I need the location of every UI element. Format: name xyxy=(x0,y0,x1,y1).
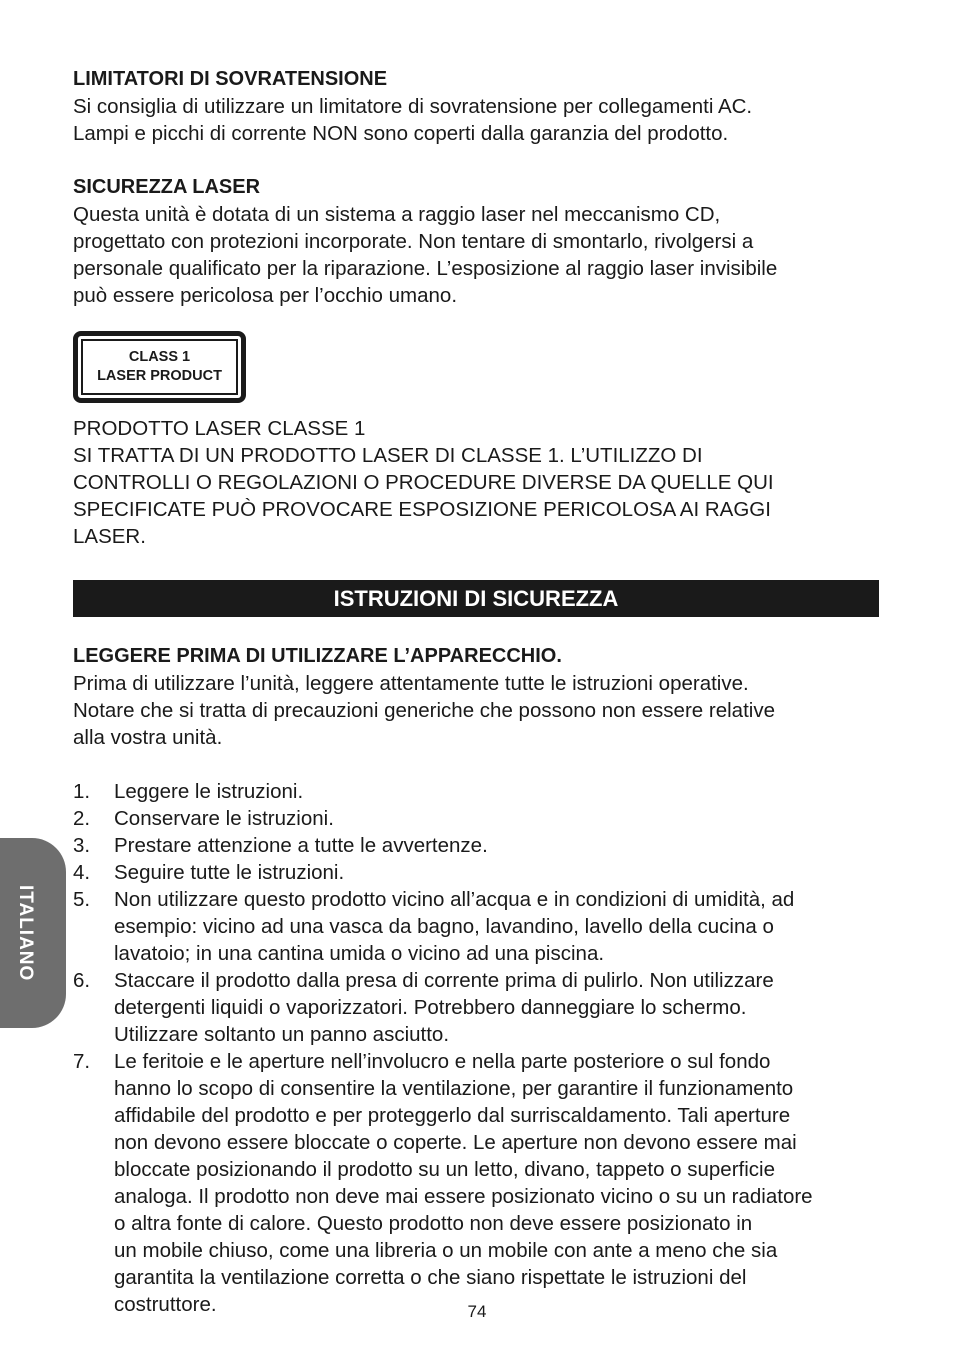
laser-label-line: LASER PRODUCT xyxy=(97,368,222,384)
list-item: 6. Staccare il prodotto dalla presa di corrente prima di pulirlo. Non utilizzare detergenti liquidi o vaporizzatori. Potrebbero danneggiare lo schermo. Utilizzare soltanto un panno asciutto. xyxy=(73,969,774,1046)
text-line: personale qualificato per la riparazione. L’esposizione al raggio laser invisibile xyxy=(73,257,778,280)
text-line: alla vostra unità. xyxy=(73,726,223,749)
safety-instructions-banner: ISTRUZIONI DI SICUREZZA xyxy=(73,580,879,617)
text-line: LASER. xyxy=(73,525,146,548)
read-first-heading: LEGGERE PRIMA DI UTILIZZARE L’APPARECCHIO. xyxy=(73,645,562,667)
text-line: progettato con protezioni incorporate. Non tentare di smontarlo, rivolgersi a xyxy=(73,230,754,253)
text-line: PRODOTTO LASER CLASSE 1 xyxy=(73,417,366,440)
language-label: ITALIANO xyxy=(15,884,36,982)
text-line: SPECIFICATE PUÒ PROVOCARE ESPOSIZIONE PERICOLOSA AI RAGGI xyxy=(73,498,771,521)
language-side-tab xyxy=(0,838,66,1028)
list-item: 1. Leggere le istruzioni. xyxy=(73,780,304,803)
laser-safety-heading: SICUREZZA LASER xyxy=(73,176,261,198)
text-line: Prima di utilizzare l’unità, leggere attentamente tutte le istruzioni operative. xyxy=(73,672,749,695)
list-item: 5. Non utilizzare questo prodotto vicino all’acqua e in condizioni di umidità, ad esempio: vicino ad una vasca da bagno, lavandino, lavello della cucina o lavatoio; in una cantina umida o vicino ad una piscina. xyxy=(73,888,795,965)
safety-list xyxy=(73,778,879,1318)
text-line: Questa unità è dotata di un sistema a raggio laser nel meccanismo CD, xyxy=(73,203,721,226)
text-line: SI TRATTA DI UN PRODOTTO LASER DI CLASSE 1. L’UTILIZZO DI xyxy=(73,444,703,467)
surge-protector-heading: LIMITATORI DI SOVRATENSIONE xyxy=(73,68,388,90)
text-line: può essere pericolosa per l’occhio umano. xyxy=(73,284,458,307)
text-line: Lampi e picchi di corrente NON sono coperti dalla garanzia del prodotto. xyxy=(73,122,729,145)
list-item: 7. Le feritoie e le aperture nell’involucro e nella parte posteriore o sul fondo hanno lo scopo di consentire la ventilazione, per garantire il funzionamento affidabile del prodotto e per proteggerlo dal surriscaldamento. Tali aperture non devono essere bloccate o coperte. Le aperture non devono essere mai bloccate posizionando il prodotto su un letto, divano, tappeto o superficie analoga. Il prodotto non deve mai essere posizionato vicino o su un radiatore o altra fonte di calore. Questo prodotto non deve essere posizionato in un mobile chiuso, come una libreria o un mobile con ante a meno che sia garantita la ventilazione corretta o che siano rispettate le istruzioni del costruttore. xyxy=(73,1050,813,1316)
text-line: CONTROLLI O REGOLAZIONI O PROCEDURE DIVERSE DA QUELLE QUI xyxy=(73,471,774,494)
laser-label-line: CLASS 1 xyxy=(128,349,191,365)
list-item: 2. Conservare le istruzioni. xyxy=(73,807,334,830)
text-line: Notare che si tratta di precauzioni generiche che possono non essere relative xyxy=(73,699,775,722)
class1-laser-label xyxy=(73,331,246,403)
page-number: 74 xyxy=(467,1302,487,1321)
list-item: 4. Seguire tutte le istruzioni. xyxy=(73,861,345,884)
laser-class-warning xyxy=(73,415,879,550)
surge-protector-text xyxy=(73,93,879,147)
list-item: 3. Prestare attenzione a tutte le avvertenze. xyxy=(73,834,488,857)
laser-safety-text xyxy=(73,201,879,309)
text-line: Si consiglia di utilizzare un limitatore di sovratensione per collegamenti AC. xyxy=(73,95,753,118)
page-content xyxy=(73,66,879,1318)
